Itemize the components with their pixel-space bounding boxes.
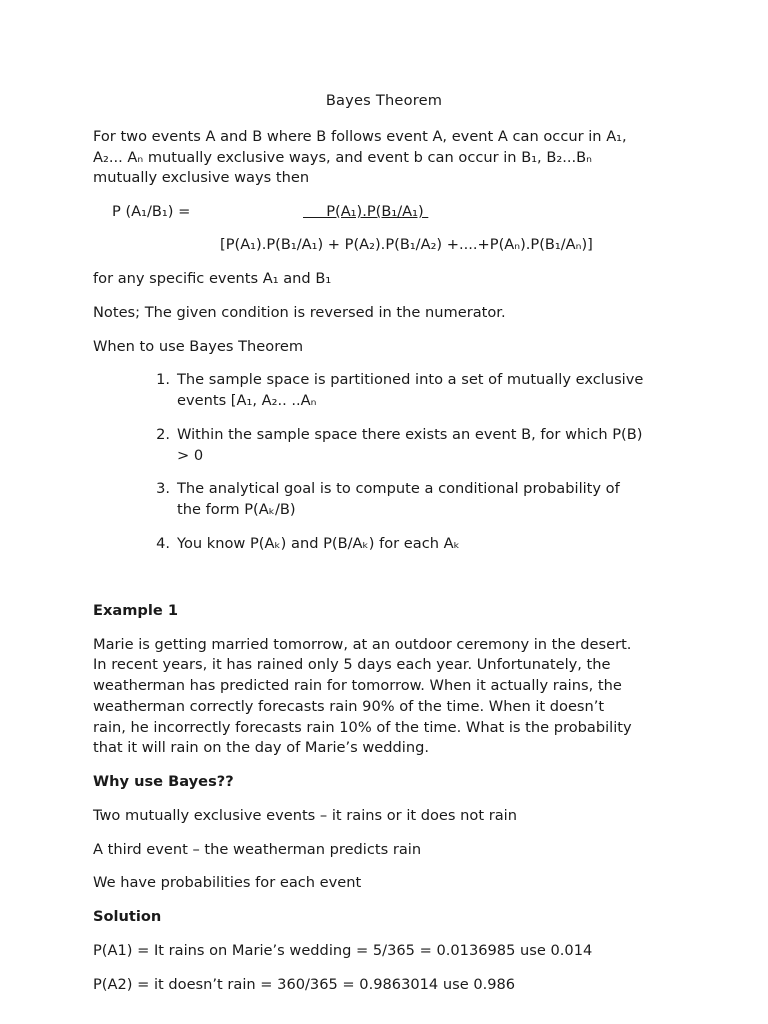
- list-text: You know P(Aₖ) and P(B/Aₖ) for each Aₖ: [177, 535, 460, 552]
- why-point: A third event – the weatherman predicts rain: [93, 841, 422, 858]
- example-line: rain, he incorrectly forecasts rain 10% of the time. What is the probability: [93, 719, 632, 736]
- solution-line: P(A1) = It rains on Marie’s wedding = 5/365 = 0.0136985 use 0.014: [93, 942, 593, 959]
- page-title: Bayes Theorem: [325, 92, 443, 109]
- example-heading: Example 1: [93, 602, 179, 619]
- list-number: 3.: [156, 480, 170, 497]
- example-line: In recent years, it has rained only 5 days each year. Unfortunately, the: [93, 656, 611, 673]
- example-line: weatherman has predicted rain for tomorrow. When it actually rains, the: [93, 677, 622, 694]
- notes-line: Notes; The given condition is reversed in the numerator.: [93, 304, 506, 321]
- list-number: 4.: [156, 535, 170, 552]
- example-line: that it will rain on the day of Marie’s wedding.: [93, 739, 430, 756]
- intro-line: For two events A and B where B follows event A, event A can occur in A₁,: [93, 128, 627, 145]
- formula-denominator: [P(A₁).P(B₁/A₁) + P(A₂).P(B₁/A₂) +....+P(Aₙ).P(B₁/Aₙ)]: [220, 236, 593, 253]
- intro-line: A₂... Aₙ mutually exclusive ways, and event b can occur in B₁, B₂...Bₙ: [93, 149, 592, 166]
- list-text: The analytical goal is to compute a conditional probability of: [177, 480, 620, 497]
- specific-events-line: for any specific events A₁ and B₁: [93, 270, 332, 287]
- list-number: 2.: [156, 426, 170, 443]
- list-number: 1.: [156, 371, 170, 388]
- solution-heading: Solution: [93, 908, 162, 925]
- list-text: > 0: [177, 447, 204, 464]
- why-point: We have probabilities for each event: [93, 874, 362, 891]
- why-heading: Why use Bayes??: [93, 773, 234, 790]
- intro-line: mutually exclusive ways then: [93, 169, 310, 186]
- formula-lhs: P (A₁/B₁) =: [112, 203, 191, 220]
- list-text: The sample space is partitioned into a set of mutually exclusive: [177, 371, 644, 388]
- when-heading: When to use Bayes Theorem: [93, 338, 304, 355]
- list-text: events [A₁, A₂.. ..Aₙ: [177, 392, 317, 409]
- why-point: Two mutually exclusive events – it rains or it does not rain: [93, 807, 517, 824]
- example-line: weatherman correctly forecasts rain 90% of the time. When it doesn’t: [93, 698, 605, 715]
- example-line: Marie is getting married tomorrow, at an outdoor ceremony in the desert.: [93, 636, 632, 653]
- list-text: Within the sample space there exists an event B, for which P(B): [177, 426, 643, 443]
- list-text: the form P(Aₖ/B): [177, 501, 296, 518]
- solution-line: P(A2) = it doesn’t rain = 360/365 = 0.9863014 use 0.986: [93, 976, 516, 993]
- formula-numerator: P(A₁).P(B₁/A₁): [303, 203, 429, 220]
